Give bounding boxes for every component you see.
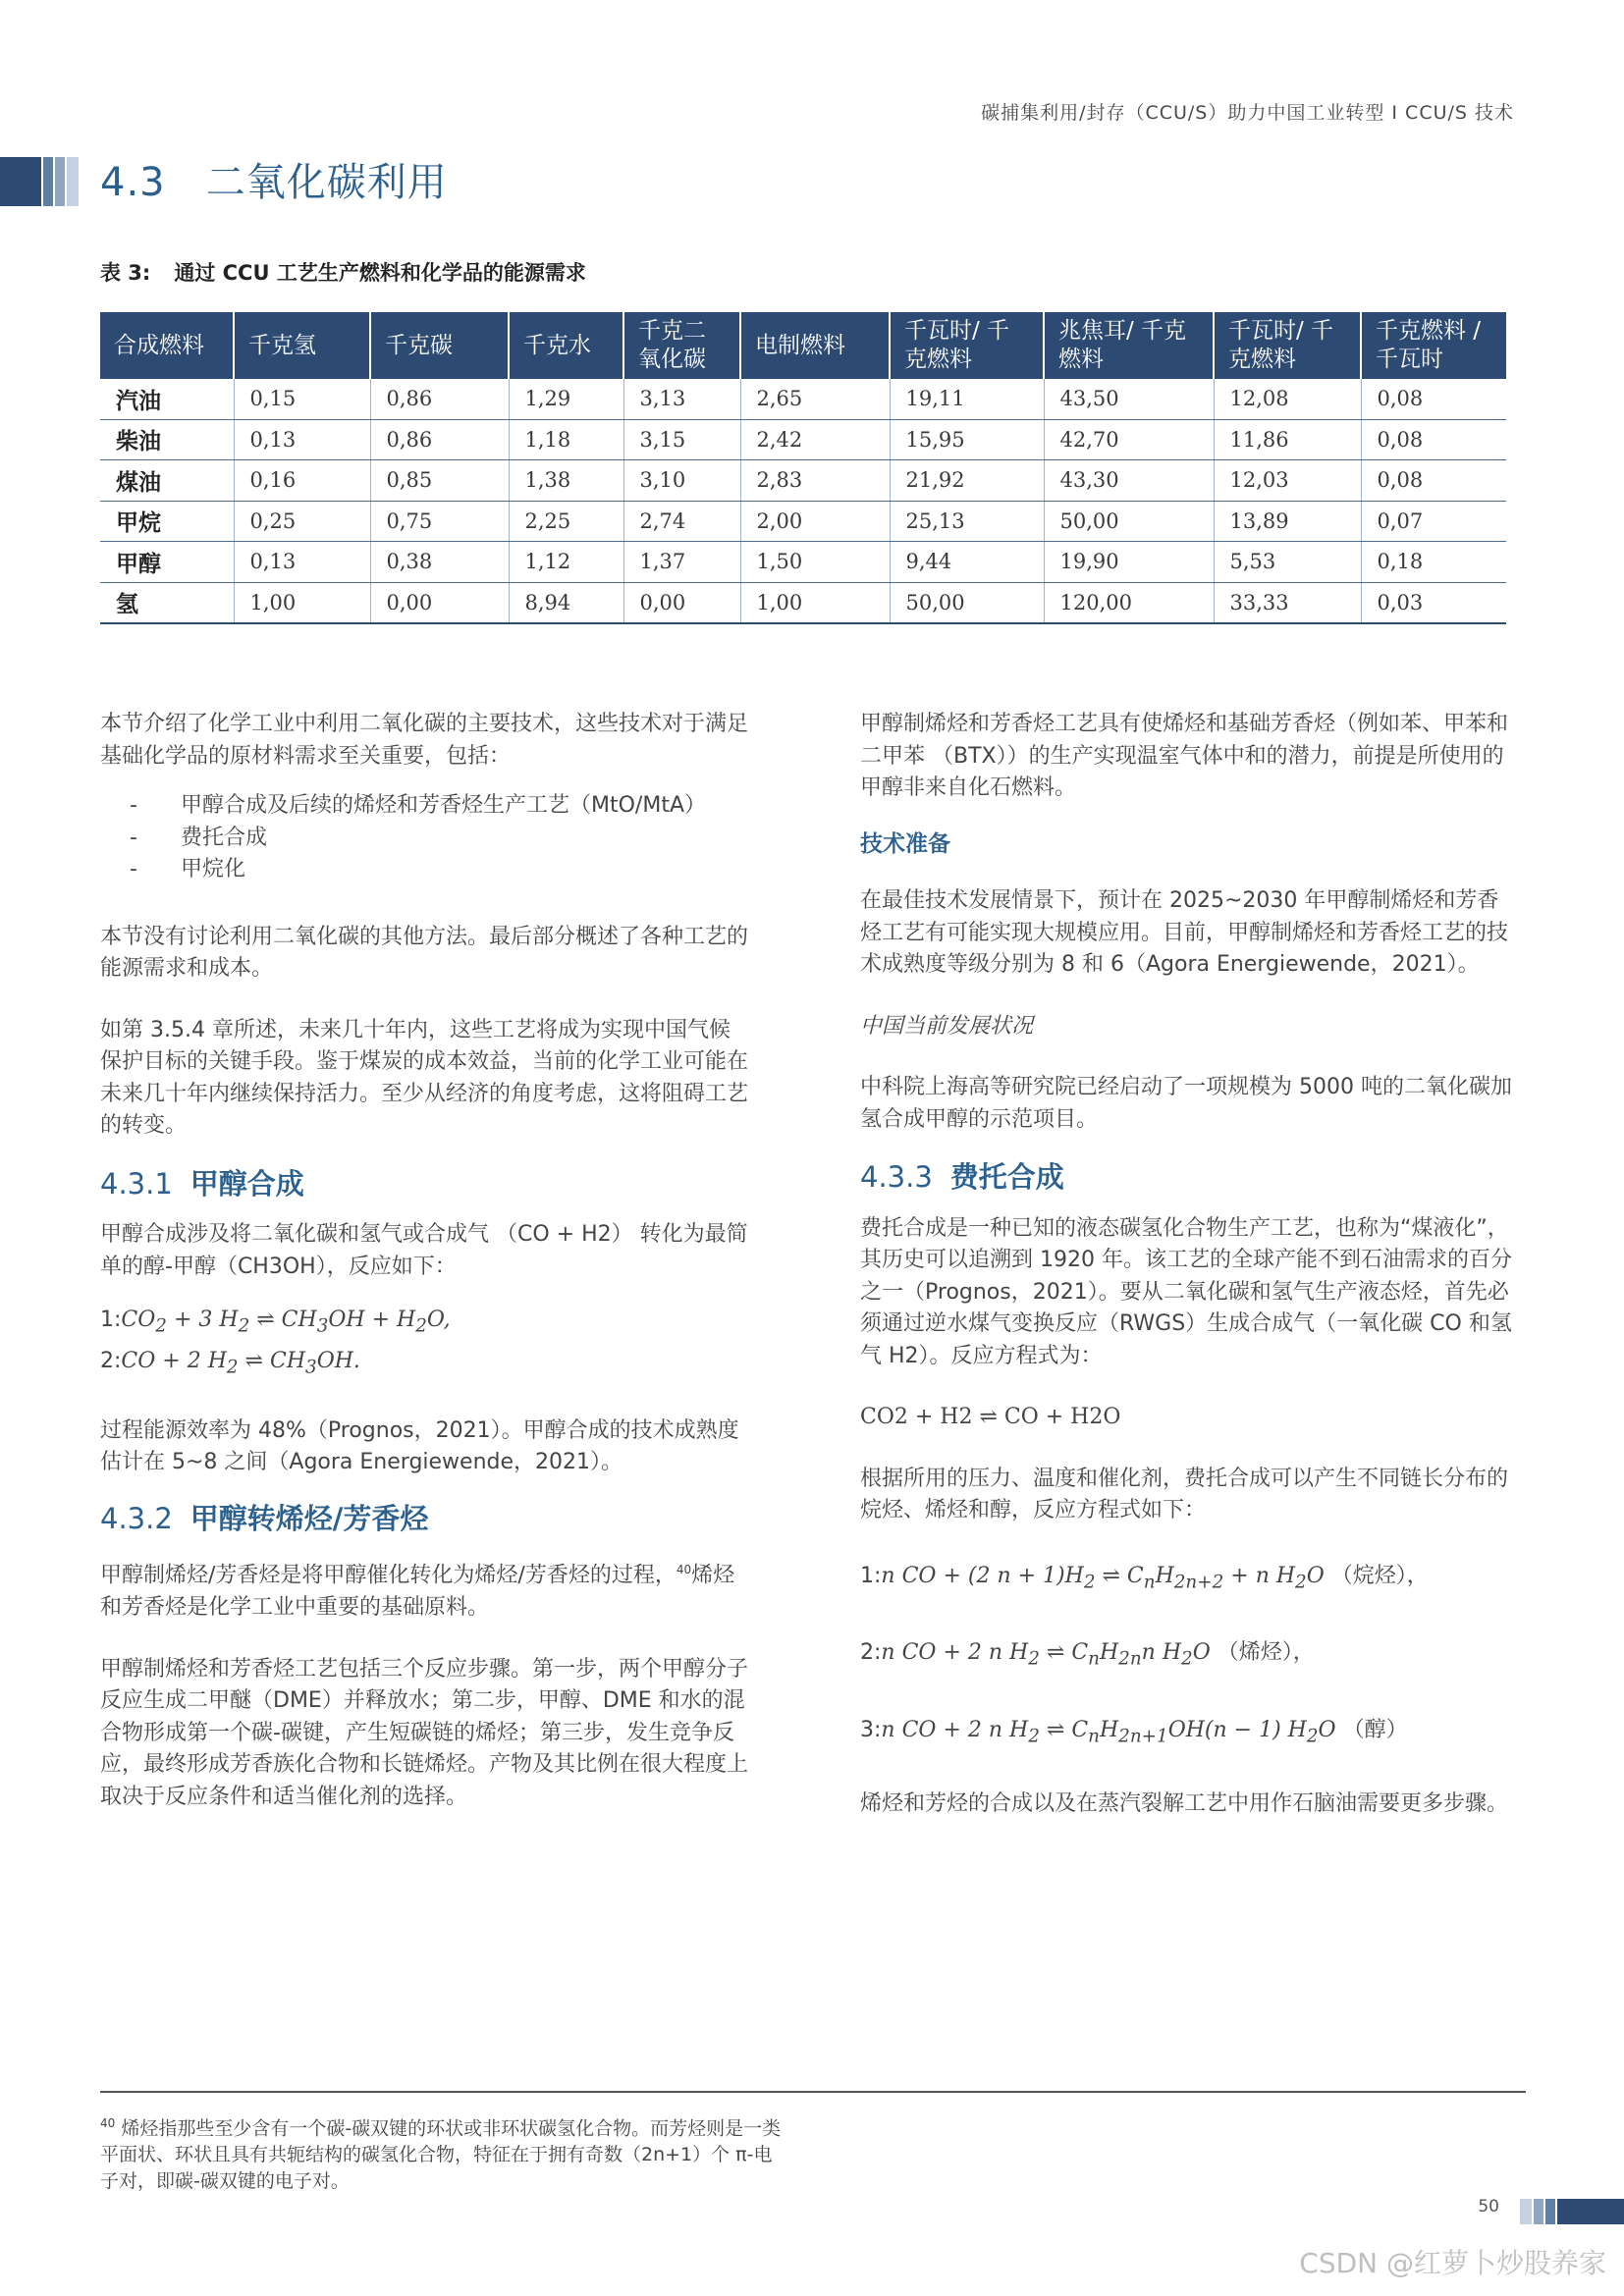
right-column xyxy=(860,709,1516,1850)
rwgs-equation: CO2 + H2 ⇌ CO + H2O xyxy=(860,1405,1121,1429)
footnote-number: 40 xyxy=(100,2116,116,2130)
table-caption xyxy=(100,257,586,287)
subsection-heading-4-3-3 xyxy=(860,1161,1516,1194)
paragraph: 在最佳技术发展情景下，预计在 2025~2030 年甲醇制烯烃和芳香烃工艺有可能实现大规模应用。目前，甲醇制烯烃和芳香烃工艺的技术成熟度等级分别为 8 和 6（Agora Energiewende，2021）。 xyxy=(860,888,1509,977)
page-bar-decoration xyxy=(1520,2199,1624,2224)
table-cell: 0,15 xyxy=(234,379,370,419)
table-row xyxy=(100,582,1506,623)
table-cell: 1,00 xyxy=(234,582,370,623)
page-number: 50 xyxy=(1478,2197,1499,2216)
subsection-heading-4-3-1 xyxy=(100,1168,748,1201)
table-cell: 2,83 xyxy=(740,460,890,502)
list-item: - 甲醇合成及后续的烯烃和芳香烃生产工艺（MtO/MtA） xyxy=(100,790,748,823)
paragraph: 甲醇制烯烃/芳香烃是将甲醇催化转化为烯烃/芳香烃的过程，$^{40}$烯烃和芳香烃是化学工业中重要的基础原料。 xyxy=(100,1563,735,1621)
table-cell: 15,95 xyxy=(890,419,1044,460)
table-cell: 甲醇 xyxy=(100,542,234,583)
table-cell: 50,00 xyxy=(890,582,1044,623)
table-cell: 19,11 xyxy=(890,379,1044,419)
table-header-cell: 兆焦耳/ 千克燃料 xyxy=(1044,312,1214,379)
table-cell: 1,29 xyxy=(509,379,623,419)
table-caption-text: 通过 CCU 工艺生产燃料和化学品的能源需求 xyxy=(174,261,586,285)
table-cell: 11,86 xyxy=(1214,419,1361,460)
table-cell: 0,08 xyxy=(1361,379,1506,419)
footnote xyxy=(100,2110,787,2195)
table-label: 表 3: xyxy=(100,261,151,285)
subsection-number: 4.3.3 xyxy=(860,1160,933,1194)
paragraph: 根据所用的压力、温度和催化剂，费托合成可以产生不同链长分布的烷烃、烯烃和醇，反应方程式如下： xyxy=(860,1466,1509,1522)
subsection-number: 4.3.1 xyxy=(100,1166,173,1201)
methanol-equations xyxy=(100,1303,748,1386)
table-cell: 0,86 xyxy=(370,379,509,419)
left-column xyxy=(100,709,748,1842)
table-cell: 1,50 xyxy=(740,542,890,583)
paragraph: 中科院上海高等研究院已经启动了一项规模为 5000 吨的二氧化碳加氢合成甲醇的示范项目。 xyxy=(860,1075,1512,1132)
table-cell: 0,38 xyxy=(370,542,509,583)
table-cell: 3,10 xyxy=(623,460,740,502)
table-cell: 2,74 xyxy=(623,501,740,542)
paragraph: 甲醇制烯烃和芳香烃工艺具有使烯烃和基础芳香烃（例如苯、甲苯和二甲苯 （BTX））的生产实现温室气体中和的潜力，前提是所使用的甲醇非来自化石燃料。 xyxy=(860,712,1509,800)
table-cell: 0,85 xyxy=(370,460,509,502)
footnote-ref: 40 xyxy=(676,1563,692,1577)
paragraph: 如第 3.5.4 章所述，未来几十年内，这些工艺将成为实现中国气候保护目标的关键手段。鉴于煤炭的成本效益，当前的化学工业可能在未来几十年内继续保持活力。至少从经济的角度考虑，这将阻碍工艺的转变。 xyxy=(100,1017,749,1138)
table-cell: 9,44 xyxy=(890,542,1044,583)
table-cell: 5,53 xyxy=(1214,542,1361,583)
table-cell: 0,13 xyxy=(234,542,370,583)
table-header-cell: 千瓦时/ 千克燃料 xyxy=(1214,312,1361,379)
table-cell: 3,13 xyxy=(623,379,740,419)
table-header-cell: 千瓦时/ 千克燃料 xyxy=(890,312,1044,379)
table-cell: 0,00 xyxy=(370,582,509,623)
section-number: 4.3 xyxy=(100,160,166,205)
table-header-cell: 千克氢 xyxy=(234,312,370,379)
table-cell: 1,12 xyxy=(509,542,623,583)
paragraph: 烯烃和芳烃的合成以及在蒸汽裂解工艺中用作石脑油需要更多步骤。 xyxy=(860,1791,1509,1817)
paragraph: 甲醇合成涉及将二氧化碳和氢气或合成气 （CO + H2） 转化为最简单的醇-甲醇（CH3OH），反应如下： xyxy=(100,1222,748,1279)
table-cell: 汽油 xyxy=(100,379,234,419)
table-cell: 氢 xyxy=(100,582,234,623)
table-row xyxy=(100,460,1506,502)
table-cell: 0,16 xyxy=(234,460,370,502)
table-cell: 0,08 xyxy=(1361,460,1506,502)
table-cell: 8,94 xyxy=(509,582,623,623)
table-cell: 2,65 xyxy=(740,379,890,419)
section-title-bar-decoration xyxy=(0,157,81,206)
table-cell: 21,92 xyxy=(890,460,1044,502)
watermark: CSDN @红萝卜炒股养家 xyxy=(1299,2247,1606,2279)
table-cell: 43,30 xyxy=(1044,460,1214,502)
table-cell: 50,00 xyxy=(1044,501,1214,542)
table-row xyxy=(100,501,1506,542)
energy-demand-table xyxy=(100,312,1506,624)
running-header: 碳捕集利用/封存（CCU/S）助力中国工业转型 I CCU/S 技术 xyxy=(981,102,1514,124)
table-cell: 柴油 xyxy=(100,419,234,460)
ft-equation-1: 1:n CO + (2 $n + 1)H_2$ ⇌ $C_nH_{2n+2} + n$ $H_2O$ （烷烃）， xyxy=(860,1563,1429,1592)
table-header-cell: 千克燃料 /千瓦时 xyxy=(1361,312,1506,379)
table-cell: 0,13 xyxy=(234,419,370,460)
table-header-cell: 千克水 xyxy=(509,312,623,379)
subsection-title: 费托合成 xyxy=(949,1160,1064,1194)
equation-note: （烷烃）， xyxy=(1330,1563,1429,1588)
table-cell: 43,50 xyxy=(1044,379,1214,419)
footnote-divider xyxy=(100,2091,1526,2093)
table-cell: 120,00 xyxy=(1044,582,1214,623)
table-cell: 1,38 xyxy=(509,460,623,502)
equation-note: （醇） xyxy=(1342,1718,1408,1743)
table-cell: 2,42 xyxy=(740,419,890,460)
table-cell: 煤油 xyxy=(100,460,234,502)
table-header-cell: 千克二氧化碳 xyxy=(623,312,740,379)
table-cell: 13,89 xyxy=(1214,501,1361,542)
subsection-title: 甲醇转烯烃/芳香烃 xyxy=(189,1501,429,1535)
table-header-row xyxy=(100,312,1506,379)
table-cell: 0,00 xyxy=(623,582,740,623)
table-cell: 3,15 xyxy=(623,419,740,460)
subsection-heading-4-3-2 xyxy=(100,1503,748,1535)
footnote-text: 烯烃指那些至少含有一个碳-碳双键的环状或非环状碳氢化合物。而芳烃则是一类平面状、环状且具有共轭结构的碳氢化合物，特征在于拥有奇数（2n+1）个 π-电子对，即碳-碳双键的电子对。 xyxy=(100,2117,782,2193)
ft-equation-3: 3:n CO + 2 n $H_2$ ⇌ $C_nH_{2n+1}OH(n - 1)$ $H_2O$ （醇） xyxy=(860,1718,1408,1747)
table-cell: 0,07 xyxy=(1361,501,1506,542)
table-cell: 25,13 xyxy=(890,501,1044,542)
table-row xyxy=(100,379,1506,419)
table-cell: 甲烷 xyxy=(100,501,234,542)
table-cell: 42,70 xyxy=(1044,419,1214,460)
table-cell: 19,90 xyxy=(1044,542,1214,583)
paragraph: 甲醇制烯烃和芳香烃工艺包括三个反应步骤。第一步，两个甲醇分子反应生成二甲醚（DME）并释放水；第二步，甲醇、DME 和水的混合物形成第一个碳-碳键，产生短碳链的烯烃；第三步，发生竞争反应，最终形成芳香族化合物和长链烯烃。产物及其比例在很大程度上取决于反应条件和适当催化剂的选择。 xyxy=(100,1656,749,1809)
equation-2: 2:CO + 2 $H_2$ ⇌ $CH_3OH$. xyxy=(100,1349,360,1378)
table-cell: 0,18 xyxy=(1361,542,1506,583)
paragraph: 本节没有讨论利用二氧化碳的其他方法。最后部分概述了各种工艺的能源需求和成本。 xyxy=(100,924,749,981)
table-cell: 12,08 xyxy=(1214,379,1361,419)
paragraph: 过程能源效率为 48%（Prognos，2021）。甲醇合成的技术成熟度估计在 5~8 之间（Agora Energiewende，2021）。 xyxy=(100,1417,739,1475)
table-row xyxy=(100,542,1506,583)
paragraph: 费托合成是一种已知的液态碳氢化合物生产工艺，也称为“煤液化”，其历史可以追溯到 1920 年。该工艺的全球产能不到石油需求的百分之一（Prognos，2021）。要从二氧化碳和氢气生产液态烃，首先必须通过逆水煤气变换反应（RWGS）生成合成气（一氧化碳 CO 和氢气 H2）。反应方程式为： xyxy=(860,1215,1512,1368)
subsection-number: 4.3.2 xyxy=(100,1501,173,1535)
ft-equation-2: 2:n CO + 2 n $H_2$ ⇌ $C_nH_{2n}n$ $H_2O$ （烯烃）， xyxy=(860,1640,1315,1670)
table-cell: 2,25 xyxy=(509,501,623,542)
table-cell: 0,75 xyxy=(370,501,509,542)
list-item: - 费托合成 xyxy=(100,823,748,855)
heading-technical-readiness: 技术准备 xyxy=(860,830,950,857)
equation-1: $1:CO_2 + 3$ $H_2$ ⇌ $CH_3OH + H_2O$, xyxy=(100,1308,451,1337)
heading-china-status: 中国当前发展状况 xyxy=(860,1013,1034,1039)
table-cell: 0,86 xyxy=(370,419,509,460)
intro-paragraph: 本节介绍了化学工业中利用二氧化碳的主要技术，这些技术对于满足基础化学品的原材料需求至关重要，包括： xyxy=(100,712,749,769)
table-cell: 0,03 xyxy=(1361,582,1506,623)
table-cell: 33,33 xyxy=(1214,582,1361,623)
table-header-cell: 电制燃料 xyxy=(740,312,890,379)
table-cell: 0,25 xyxy=(234,501,370,542)
table-cell: 12,03 xyxy=(1214,460,1361,502)
table-row xyxy=(100,419,1506,460)
list-item: - 甲烷化 xyxy=(100,854,748,886)
table-header-cell: 合成燃料 xyxy=(100,312,234,379)
subsection-title: 甲醇合成 xyxy=(189,1166,304,1201)
table-cell: 0,08 xyxy=(1361,419,1506,460)
section-title-text: 二氧化碳利用 xyxy=(205,160,448,205)
table-header-cell: 千克碳 xyxy=(370,312,509,379)
equation-note: （烯烃）， xyxy=(1217,1640,1315,1666)
table-cell: 2,00 xyxy=(740,501,890,542)
table-cell: 1,18 xyxy=(509,419,623,460)
section-title xyxy=(100,151,448,207)
table-cell: 1,37 xyxy=(623,542,740,583)
table-cell: 1,00 xyxy=(740,582,890,623)
